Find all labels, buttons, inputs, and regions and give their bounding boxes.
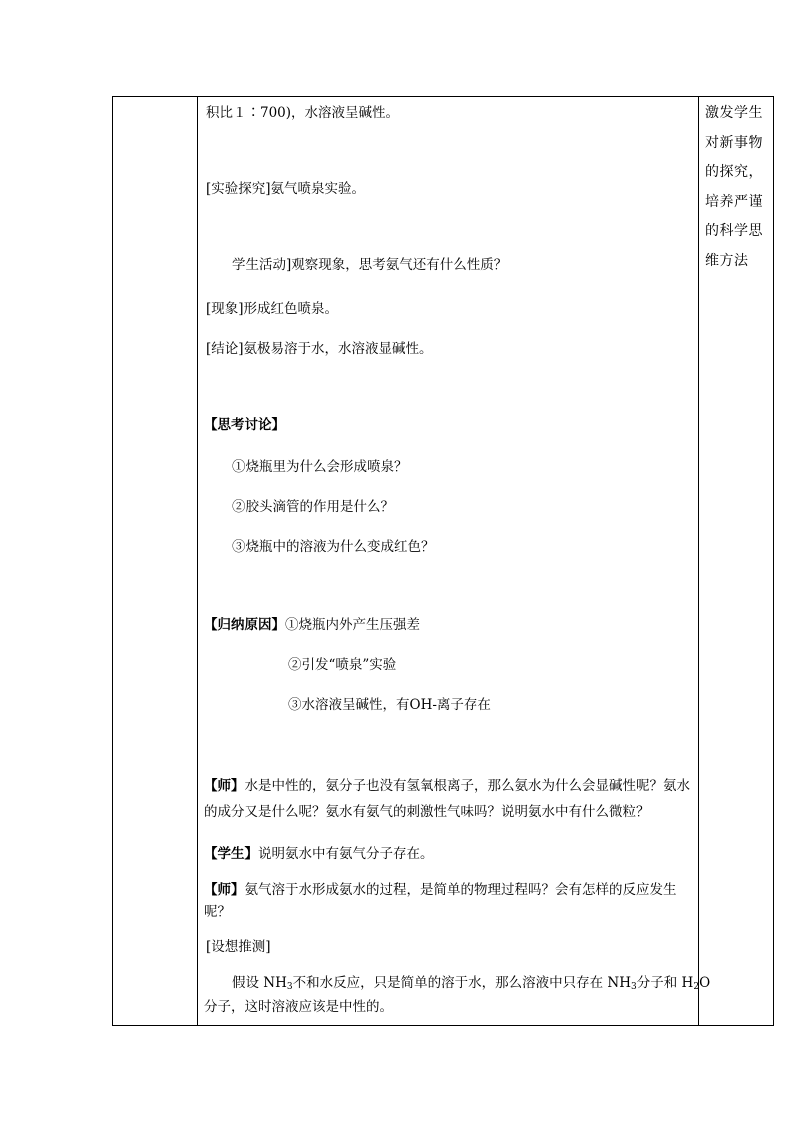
hypo-sub-3: 2 [693,982,700,992]
reason-1: ①烧瓶内外产生压强差 [285,617,420,633]
heading-hypothesis: [设想推测] [206,939,271,955]
left-column [113,97,198,1025]
reason-2: ②引发“喷泉”实验 [288,657,397,673]
question-1: ①烧瓶里为什么会形成喷泉？ [232,459,408,475]
student-answer [204,844,434,864]
text-conclusion: [结论]氨极易溶于水，水溶液显碱性。 [206,341,433,357]
text-phenomenon: [现象]形成红色喷泉。 [206,301,339,317]
text-experiment: [实验探究]氨气喷泉实验。 [206,181,366,197]
text-student-activity: 学生活动]观察现象，思考氨气还有什么性质？ [232,257,508,273]
hypo-part-d: O [699,975,711,991]
student-text: 说明氨水中有氨气分子存在。 [258,846,434,862]
hypothesis-line-2: 分子，这时溶液应该是中性的。 [204,999,393,1015]
student-label: 【学生】 [204,846,258,862]
teacher-text-1: 水是中性的，氨分子也没有氢氧根离子，那么氨水为什么会显碱性呢？氨水的成分又是什么呢？氨水有氨气的刺激性气味吗？说明氨水中有什么微粒？ [204,778,690,820]
hypo-part-a: 假设 NH [232,975,287,991]
hypo-part-c: 分子和 H [636,975,694,991]
heading-think-discuss: 【思考讨论】 [204,417,285,433]
hypo-sub-1: 3 [286,982,293,992]
hypothesis-line-1 [232,973,710,997]
teacher-question-2 [204,879,692,923]
right-column [699,97,773,1025]
reason-row [204,615,420,635]
teaching-intent-note: 激发学生对新事物的探究，培养严谨的科学思维方法 [705,105,763,269]
teacher-label-1: 【师】 [204,778,245,794]
teacher-question-1 [204,773,692,825]
text-line-ratio: 积比１∶700)，水溶液呈碱性。 [206,105,400,121]
main-column [198,97,711,1025]
lesson-table [112,96,774,1026]
question-3: ③烧瓶中的溶液为什么变成红色？ [232,539,435,555]
reason-3: ③水溶液呈碱性，有OH-离子存在 [288,697,491,713]
question-2: ②胶头滴管的作用是什么？ [232,499,394,515]
teacher-text-2: 氨气溶于水形成氨水的过程，是简单的物理过程吗？会有怎样的反应发生呢？ [204,882,677,920]
hypo-sub-2: 3 [631,982,637,992]
heading-reasons: 【归纳原因】 [204,617,285,633]
hypo-part-b: 不和水反应，只是简单的溶于水，那么溶液中只存在 NH [292,975,632,991]
teacher-label-2: 【师】 [204,882,245,898]
